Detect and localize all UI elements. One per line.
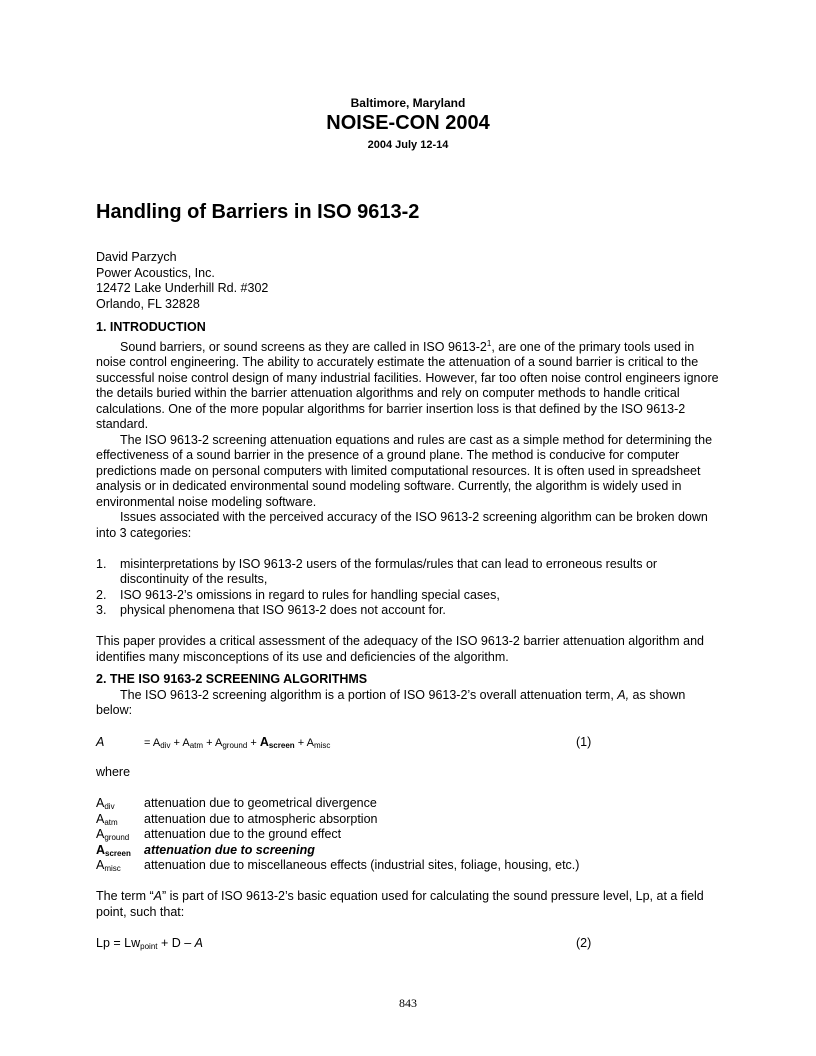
variable-A: A	[153, 889, 162, 903]
equation-2-text-b: + D –	[157, 936, 195, 950]
intro-paragraph-3: Issues associated with the perceived accuracy of the ISO 9613-2 screening algorithm can be broken down into 3 categories:	[96, 510, 708, 540]
introduction-section	[96, 320, 720, 665]
equation-1-term: +	[247, 737, 260, 749]
paper-title: Handling of Barriers in ISO 9613-2	[96, 201, 420, 223]
symbol-subscript: atm	[104, 817, 118, 827]
author-address-line-2: Orlando, FL 32828	[96, 296, 200, 311]
equation-1-number: (1)	[576, 735, 592, 749]
section-heading-introduction: 1. INTRODUCTION	[96, 320, 206, 334]
list-item-number: 2.	[96, 587, 107, 602]
definition-row	[96, 858, 720, 874]
author-block	[96, 250, 720, 312]
symbol-subscript: div	[104, 802, 115, 811]
section2-p1-text-a: The ISO 9613-2 screening algorithm is a portion of ISO 9613-2’s overall attenuation term,	[120, 687, 618, 702]
author-address-line-1: 12472 Lake Underhill Rd. #302	[96, 281, 269, 295]
list-item-text: physical phenomena that ISO 9613-2 does not account for.	[120, 603, 446, 617]
equation-1-screen-term: A	[259, 735, 269, 749]
definition-description: attenuation due to the ground effect	[144, 827, 342, 841]
equation-1-subscript: div	[160, 741, 171, 750]
equation-1-subscript: ground	[222, 741, 248, 750]
definition-description: attenuation due to geometrical divergence	[144, 796, 377, 810]
definition-description: attenuation due to screening	[144, 842, 315, 857]
definition-description: attenuation due to atmospheric absorption	[144, 811, 378, 826]
footnote-ref-1: 1	[486, 338, 492, 348]
equation-2-text-a: Lp = Lw	[96, 936, 141, 950]
symbol-subscript: screen	[105, 848, 131, 858]
section-2	[96, 672, 720, 719]
definition-row	[96, 796, 720, 812]
equation-1-rhs	[144, 735, 330, 750]
where-label: where	[96, 765, 131, 779]
equation-1	[96, 735, 720, 751]
list-item-number: 3.	[96, 603, 107, 617]
equation-1-lhs: A	[96, 735, 105, 749]
author-name: David Parzych	[96, 250, 177, 264]
definition-row	[96, 812, 720, 828]
page-number: 843	[399, 996, 417, 1010]
equation-2	[96, 936, 720, 952]
definition-list	[96, 796, 720, 874]
section2-p2-text-b: ” is part of ISO 9613-2’s basic equation used for calculating the sound pressure level, Lp, at a field point, such that:	[96, 889, 704, 919]
section2-paragraph-2	[96, 889, 720, 920]
issue-list	[96, 557, 720, 619]
equation-1-subscript: atm	[189, 741, 204, 750]
symbol-letter: A	[96, 811, 105, 826]
list-item	[96, 557, 720, 588]
symbol-letter: A	[96, 796, 105, 810]
section2-p1-text-b: as shown below:	[96, 687, 686, 717]
conference-location: Baltimore, Maryland	[350, 96, 466, 110]
intro-p1-text-a: Sound barriers, or sound screens as they are called in ISO 9613-2	[120, 339, 487, 354]
definition-symbol	[96, 858, 121, 877]
list-item-number: 1.	[96, 556, 107, 571]
equation-1-term: + A	[294, 737, 314, 749]
list-item	[96, 588, 720, 604]
list-item	[96, 603, 720, 619]
section-heading-screening-algorithms: 2. THE ISO 9163-2 SCREENING ALGORITHMS	[96, 672, 368, 686]
conference-name: NOISE-CON 2004	[326, 112, 490, 134]
symbol-subscript: misc	[104, 864, 121, 873]
author-organization: Power Acoustics, Inc.	[96, 265, 215, 280]
definition-row	[96, 827, 720, 843]
variable-A: A	[194, 936, 204, 950]
equation-1-screen-subscript: screen	[268, 741, 295, 750]
variable-A: A,	[617, 687, 630, 702]
equation-2-body	[96, 936, 203, 951]
intro-paragraph-2: The ISO 9613-2 screening attenuation equations and rules are cast as a simple method for determining the effectiveness of a sound barrier in the presence of a ground plane. The method is conducive for computer predictions made on personal computers with limited computational resources. It is often used in spreadsheet analysis or in dedicated environmental sound modeling software. Currently, the algorithm is widely used in environmental noise modeling software.	[96, 432, 713, 509]
list-item-text: misinterpretations by ISO 9613-2 users of the formulas/rules that can lead to erroneous results or discontinuity of the results,	[120, 556, 658, 586]
equation-1-term: + A	[170, 737, 190, 749]
intro-paragraph-1	[96, 336, 720, 433]
section2-paragraph-1	[96, 688, 720, 719]
intro-p1-text-b: , are one of the primary tools used in noise control engineering. The ability to accurately estimate the attenuation of a sound barrier is critical to the successful noise control design of many industrial facilities. However, far too often noise control engineers ignore the details buried within the barrier attenuation algorithms and rely on computer methods to handle critical calculations. One of the more popular algorithms for barrier insertion loss is that defined by the ISO 9613-2 standard.	[96, 339, 719, 431]
list-item-text: ISO 9613-2’s omissions in regard to rules for handling special cases,	[120, 587, 500, 602]
equation-1-subscript: misc	[313, 741, 331, 750]
symbol-letter: A	[96, 858, 105, 872]
definition-description: attenuation due to miscellaneous effects (industrial sites, foliage, housing, etc.)	[144, 858, 580, 872]
symbol-letter: A	[96, 842, 106, 857]
symbol-letter: A	[96, 827, 105, 841]
conference-dates: 2004 July 12-14	[367, 139, 449, 151]
intro-paragraph-4: This paper provides a critical assessment of the adequacy of the ISO 9613-2 barrier attenuation algorithm and identifies many misconceptions of its use and deficiencies of the algorithm.	[96, 634, 704, 664]
definition-row	[96, 843, 720, 859]
symbol-subscript: ground	[104, 833, 130, 842]
equation-2-number: (2)	[576, 936, 592, 950]
equation-1-term: = A	[144, 737, 161, 749]
equation-2-subscript: point	[140, 942, 158, 951]
equation-1-term: + A	[203, 737, 223, 749]
section2-p2-text-a: The term “	[96, 889, 154, 903]
